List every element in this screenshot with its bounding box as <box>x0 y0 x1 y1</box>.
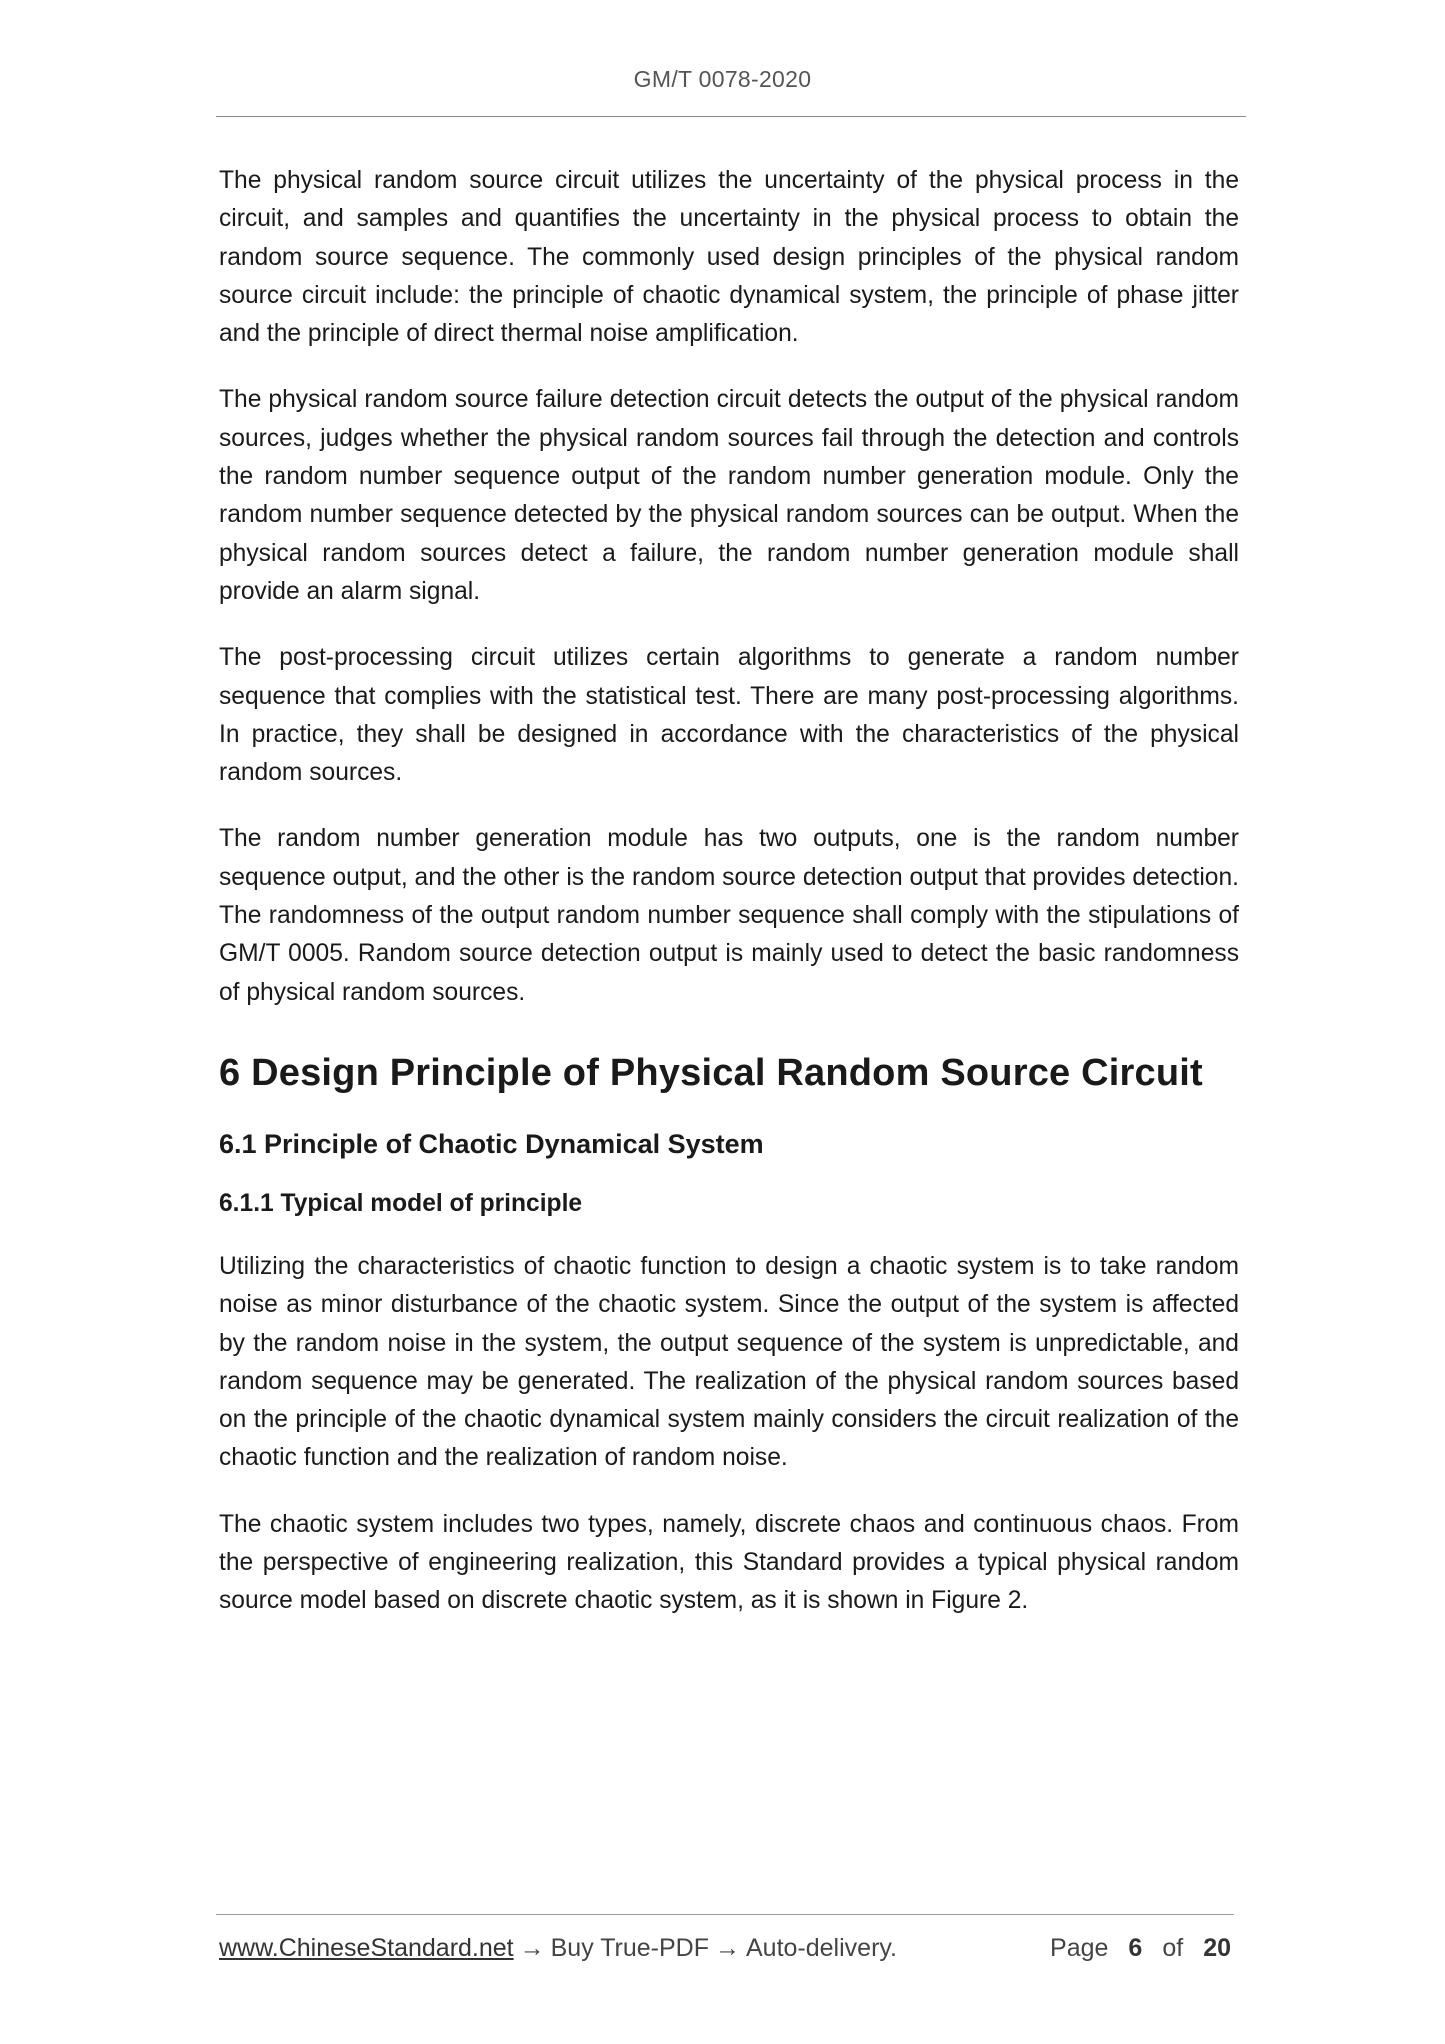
footer-promo <box>219 1934 897 1963</box>
page-label: Page <box>1050 1934 1109 1962</box>
page-number <box>1050 1934 1231 1963</box>
paragraph-failure-detection: The physical random source failure detection circuit detects the output of the physical random sources, judges whether the physical random sources fail through the detection and controls the random number sequence output of the random number generation module. Only the random number sequence detected by the physical random sources can be output. When the physical random sources detect a failure, the random number generation module shall provide an alarm signal. <box>219 386 1239 605</box>
delivery-text: Auto-delivery. <box>746 1934 897 1962</box>
subsubsection-heading: 6.1.1 Typical model of principle <box>219 1189 583 1217</box>
paragraph-chaotic-function: Utilizing the characteristics of chaotic function to design a chaotic system is to take random noise as minor disturbance of the chaotic system. Since the output of the system is affected by the random noise in the system, the output sequence of the system is unpredictable, and random sequence may be generated. The realization of the physical random sources based on the principle of the chaotic dynamical system mainly considers the circuit realization of the chaotic function and the realization of random noise. <box>219 1252 1239 1472</box>
page-current: 6 <box>1128 1934 1143 1962</box>
page-content <box>219 162 1239 1649</box>
paragraph-chaos-types: The chaotic system includes two types, namely, discrete chaos and continuous chaos. From the perspective of engineering realization, this Standard provides a typical physical random source model based on discrete chaotic system, as it is shown in Figure 2. <box>219 1510 1239 1615</box>
section-heading: 6 Design Principle of Physical Random Source Circuit <box>219 1051 1203 1094</box>
site-link[interactable]: www.ChineseStandard.net <box>219 1934 514 1962</box>
buy-text: Buy True-PDF <box>550 1934 709 1962</box>
paragraph-post-processing: The post-processing circuit utilizes certain algorithms to generate a random number sequence that complies with the statistical test. There are many post-processing algorithms. In practice, they shall be designed in accordance with the characteristics of the physical random sources. <box>219 644 1239 787</box>
arrow-icon: → <box>519 1934 545 1962</box>
page-total: 20 <box>1203 1934 1231 1962</box>
paragraph-generation-module-outputs: The random number generation module has two outputs, one is the random number sequence output, and the other is the random source detection output that provides detection. The randomness of the output random number sequence shall comply with the stipulations of GM/T 0005. Random source detection output is mainly used to detect the basic randomness of physical random sources. <box>219 825 1239 1006</box>
arrow-icon: → <box>715 1934 740 1962</box>
header-divider <box>216 116 1246 117</box>
paragraph-random-source-circuit: The physical random source circuit utilizes the uncertainty of the physical process in the circuit, and samples and quantifies the uncertainty in the physical process to obtain the random source sequence. The commonly used design principles of the physical random source circuit include: the principle of chaotic dynamical system, the principle of phase jitter and the principle of direct thermal noise amplification. <box>219 167 1239 348</box>
header-doc-code: GM/T 0078-2020 <box>633 66 812 92</box>
footer-divider <box>216 1914 1234 1915</box>
page-of: of <box>1162 1934 1184 1962</box>
subsection-heading: 6.1 Principle of Chaotic Dynamical System <box>219 1128 764 1159</box>
